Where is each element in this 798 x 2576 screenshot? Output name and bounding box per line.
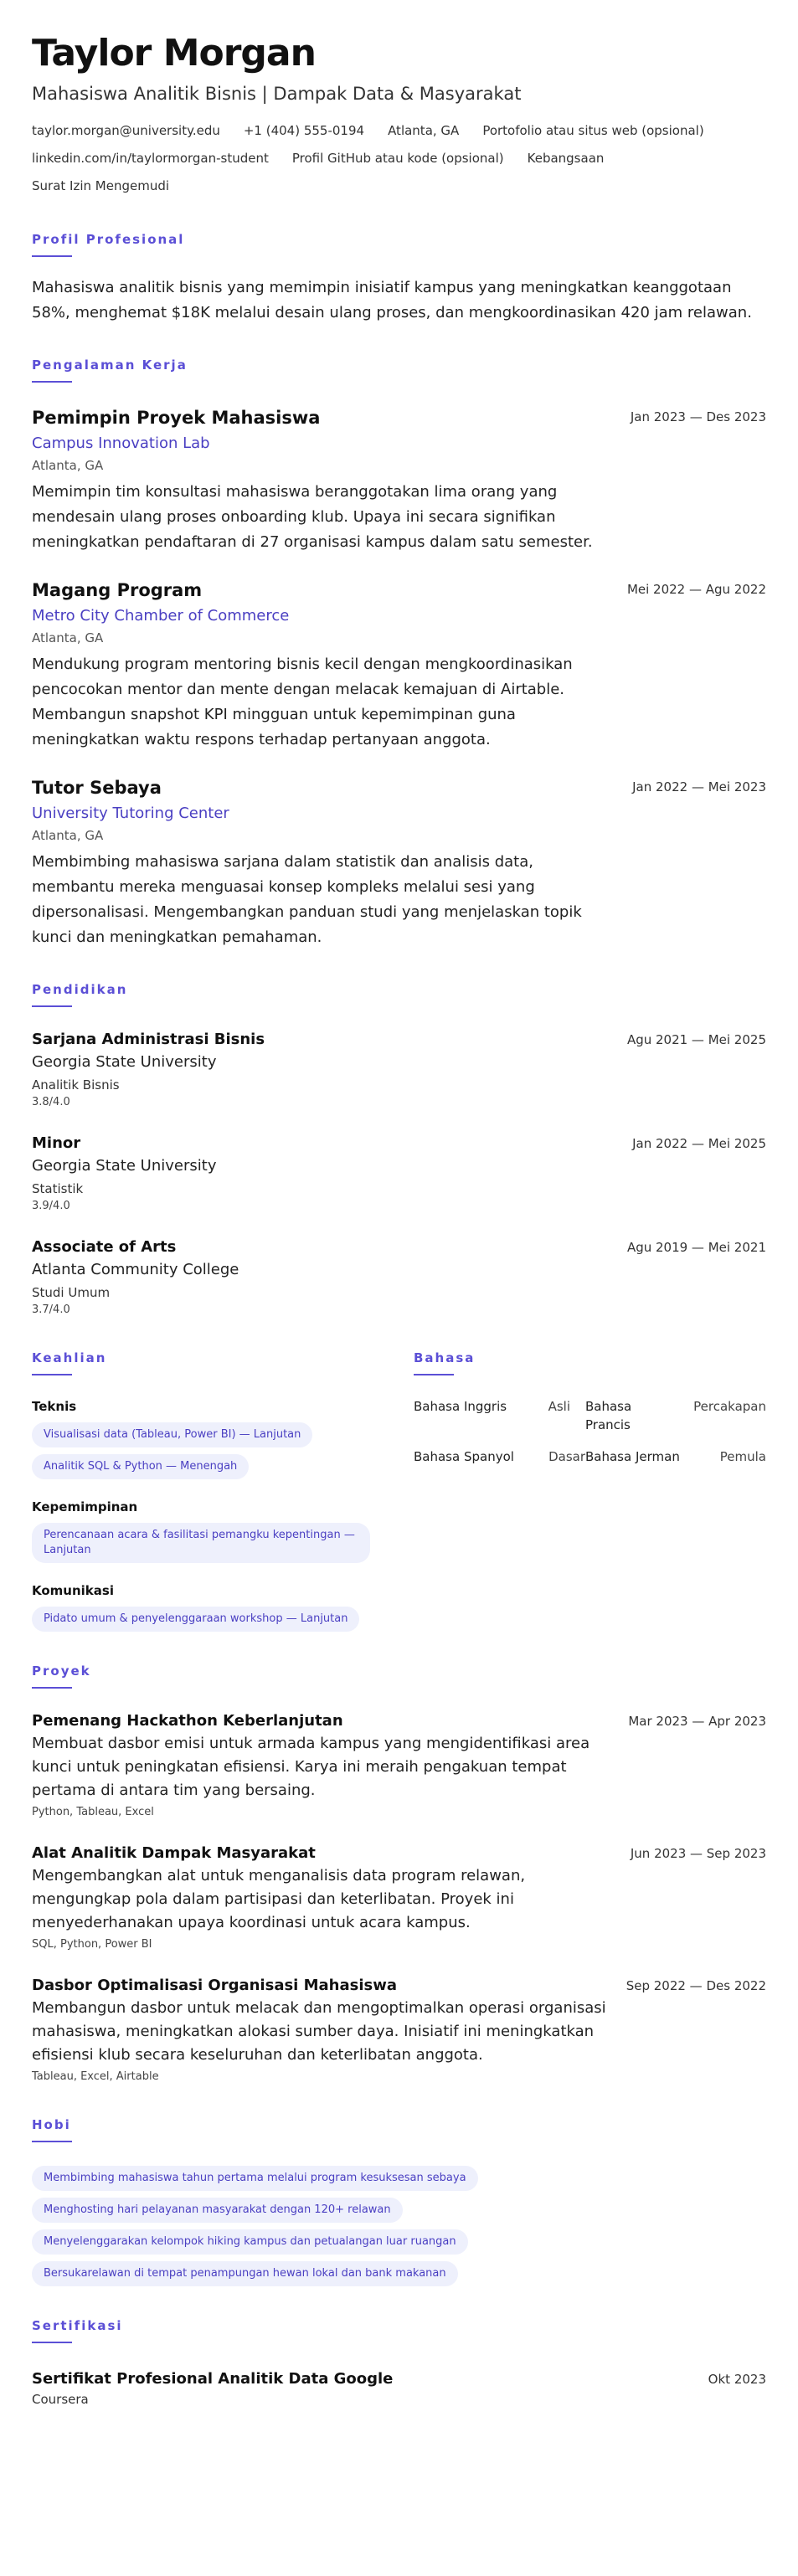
project-item bbox=[32, 1710, 766, 1821]
section-divider bbox=[32, 1374, 72, 1375]
contact-list bbox=[32, 117, 769, 200]
section-title: Hobi bbox=[32, 2117, 71, 2132]
section-divider bbox=[32, 1005, 72, 1007]
skill-pill: Pidato umum & penyelenggaraan workshop — Lanjutan bbox=[32, 1607, 359, 1632]
skill-category: Kepemimpinan bbox=[32, 1499, 138, 1514]
hobby-pill: Membimbing mahasiswa tahun pertama melalui program kesuksesan sebaya bbox=[32, 2166, 478, 2191]
language-item bbox=[414, 1447, 585, 1466]
section-divider bbox=[32, 381, 72, 383]
language-item bbox=[585, 1447, 766, 1466]
project-dates: Mar 2023 — Apr 2023 bbox=[628, 1714, 766, 1729]
language-name: Bahasa Spanyol bbox=[414, 1449, 514, 1464]
hobby-pill: Menghosting hari pelayanan masyarakat dengan 120+ relawan bbox=[32, 2198, 403, 2223]
skill-group bbox=[32, 1397, 414, 1479]
project-item bbox=[32, 1843, 766, 1953]
experience-item bbox=[32, 406, 766, 555]
job-dates: Mei 2022 — Agu 2022 bbox=[626, 582, 766, 597]
resume-header bbox=[32, 32, 766, 200]
experience-section bbox=[32, 356, 766, 950]
section-title: Pendidikan bbox=[32, 982, 128, 997]
section-divider bbox=[32, 2141, 72, 2142]
hobbies-section bbox=[32, 2116, 766, 2286]
skills-section bbox=[32, 1349, 414, 1632]
edu-field: Statistik bbox=[32, 1181, 84, 1196]
edu-school: Georgia State University bbox=[32, 1053, 217, 1071]
project-description: Membangun dasbor untuk melacak dan mengoptimalkan operasi organisasi mahasiswa, meningkatkan alokasi sumber daya. Inisiatif ini meningkatkan efisiensi klub secara keseluruhan dan keterlibatan anggota. bbox=[32, 1999, 606, 2064]
section-divider bbox=[32, 255, 72, 257]
skill-pill: Perencanaan acara & fasilitasi pemangku kepentingan — Lanjutan bbox=[32, 1523, 370, 1563]
edu-dates: Agu 2021 — Mei 2025 bbox=[626, 1032, 766, 1047]
section-title: Sertifikasi bbox=[32, 2318, 123, 2333]
job-location: Atlanta, GA bbox=[32, 458, 104, 473]
skills-languages-row bbox=[32, 1349, 766, 1632]
job-role: Pemimpin Proyek Mahasiswa bbox=[32, 408, 321, 428]
skill-pill: Visualisasi data (Tableau, Power BI) — Lanjutan bbox=[32, 1422, 312, 1447]
section-title: Keahlian bbox=[32, 1350, 107, 1365]
languages-section bbox=[414, 1349, 766, 1632]
edu-field: Analitik Bisnis bbox=[32, 1077, 120, 1093]
project-name: Pemenang Hackathon Keberlanjutan bbox=[32, 1712, 343, 1730]
project-item bbox=[32, 1975, 766, 2085]
edu-dates: Jan 2022 — Mei 2025 bbox=[632, 1136, 766, 1151]
job-role: Magang Program bbox=[32, 580, 203, 600]
section-title: Proyek bbox=[32, 1663, 91, 1679]
language-item bbox=[414, 1397, 585, 1434]
project-dates: Jun 2023 — Sep 2023 bbox=[630, 1846, 766, 1861]
contact-nationality: Kebangsaan bbox=[527, 151, 605, 166]
language-name: Bahasa Inggris bbox=[414, 1399, 507, 1414]
edu-degree: Sarjana Administrasi Bisnis bbox=[32, 1031, 265, 1048]
project-description: Membuat dasbor emisi untuk armada kampus yang mengidentifikasi area kunci untuk peningkatan efisiensi. Karya ini meraih pengakuan tempat pertama di antara tim yang bersaing. bbox=[32, 1735, 590, 1799]
contact-driving-license: Surat Izin Mengemudi bbox=[32, 178, 170, 193]
job-description: Mendukung program mentoring bisnis kecil dengan mengkoordinasikan pencocokan mentor dan mente dengan melacak kemajuan di Airtable. Membangun snapshot KPI mingguan untuk kepemimpinan guna meningkatkan waktu respons terhadap pertanyaan anggota. bbox=[32, 656, 573, 748]
project-name: Alat Analitik Dampak Masyarakat bbox=[32, 1844, 316, 1862]
edu-dates: Agu 2019 — Mei 2021 bbox=[626, 1240, 766, 1255]
project-tech: Tableau, Excel, Airtable bbox=[32, 2070, 159, 2083]
education-item bbox=[32, 1237, 766, 1319]
edu-gpa: 3.9/4.0 bbox=[32, 1200, 70, 1212]
section-title: Pengalaman Kerja bbox=[32, 357, 188, 373]
edu-school: Atlanta Community College bbox=[32, 1261, 239, 1278]
edu-degree: Associate of Arts bbox=[32, 1238, 177, 1256]
language-list bbox=[414, 1397, 766, 1466]
job-location: Atlanta, GA bbox=[32, 630, 104, 645]
job-role: Tutor Sebaya bbox=[32, 778, 162, 798]
section-title: Bahasa bbox=[414, 1350, 476, 1365]
certifications-section bbox=[32, 2316, 766, 2409]
certification-item bbox=[32, 2368, 766, 2409]
section-divider bbox=[32, 2342, 72, 2343]
contact-github[interactable]: Profil GitHub atau kode (opsional) bbox=[291, 151, 504, 166]
edu-gpa: 3.8/4.0 bbox=[32, 1096, 70, 1108]
language-name: Bahasa Prancis bbox=[585, 1399, 632, 1432]
language-level: Percakapan bbox=[693, 1399, 766, 1414]
experience-item bbox=[32, 578, 766, 753]
contact-portfolio[interactable]: Portofolio atau situs web (opsional) bbox=[482, 123, 704, 138]
contact-email[interactable]: taylor.morgan@university.edu bbox=[32, 123, 220, 138]
language-level: Dasar bbox=[548, 1449, 585, 1464]
certification-date: Okt 2023 bbox=[708, 2372, 766, 2387]
edu-field: Studi Umum bbox=[32, 1285, 111, 1300]
skill-category: Teknis bbox=[32, 1399, 77, 1414]
experience-item bbox=[32, 776, 766, 950]
edu-degree: Minor bbox=[32, 1134, 81, 1152]
language-name: Bahasa Jerman bbox=[585, 1449, 680, 1464]
education-section bbox=[32, 980, 766, 1319]
project-tech: SQL, Python, Power BI bbox=[32, 1938, 152, 1951]
section-title: Profil Profesional bbox=[32, 232, 185, 247]
language-level: Asli bbox=[548, 1399, 570, 1414]
skill-group bbox=[32, 1581, 414, 1632]
education-item bbox=[32, 1133, 766, 1215]
skill-pill: Analitik SQL & Python — Menengah bbox=[32, 1454, 249, 1479]
job-dates: Jan 2023 — Des 2023 bbox=[630, 409, 766, 424]
language-item bbox=[585, 1397, 766, 1434]
job-description: Memimpin tim konsultasi mahasiswa beranggotakan lima orang yang mendesain ulang proses onboarding klub. Upaya ini secara signifikan meningkatkan pendaftaran di 27 organisasi kampus dalam satu semester. bbox=[32, 483, 593, 551]
job-location: Atlanta, GA bbox=[32, 828, 104, 843]
edu-gpa: 3.7/4.0 bbox=[32, 1303, 70, 1316]
hobby-pill: Menyelenggarakan kelompok hiking kampus dan petualangan luar ruangan bbox=[32, 2229, 468, 2255]
certification-name: Sertifikat Profesional Analitik Data Google bbox=[32, 2370, 394, 2388]
project-name: Dasbor Optimalisasi Organisasi Mahasiswa bbox=[32, 1977, 398, 1994]
skill-group bbox=[32, 1498, 414, 1563]
job-company: Metro City Chamber of Commerce bbox=[32, 607, 290, 625]
profile-summary: Mahasiswa analitik bisnis yang memimpin inisiatif kampus yang meningkatkan keanggotaan 58%, menghemat $18K melalui desain ulang proses, dan mengkoordinasikan 420 jam relawan. bbox=[32, 279, 752, 321]
projects-section bbox=[32, 1662, 766, 2085]
hobby-pill: Bersukarelawan di tempat penampungan hewan lokal dan bank makanan bbox=[32, 2261, 458, 2286]
education-item bbox=[32, 1029, 766, 1111]
certification-issuer: Coursera bbox=[32, 2392, 89, 2407]
language-level: Pemula bbox=[719, 1449, 766, 1464]
hobby-list bbox=[32, 2159, 766, 2286]
contact-linkedin[interactable]: linkedin.com/in/taylormorgan-student bbox=[32, 151, 269, 166]
project-description: Mengembangkan alat untuk menganalisis data program relawan, mengungkap pola dalam partisipasi dan keterlibatan. Proyek ini menyederhanakan upaya koordinasi untuk acara kampus. bbox=[32, 1867, 526, 1931]
skill-category: Komunikasi bbox=[32, 1583, 114, 1598]
section-divider bbox=[414, 1374, 454, 1375]
contact-location: Atlanta, GA bbox=[388, 123, 460, 138]
profile-section bbox=[32, 230, 766, 326]
headline: Mahasiswa Analitik Bisnis | Dampak Data & Masyarakat bbox=[32, 84, 522, 104]
section-divider bbox=[32, 1687, 72, 1689]
person-name: Taylor Morgan bbox=[32, 32, 316, 75]
job-company: Campus Innovation Lab bbox=[32, 434, 210, 452]
edu-school: Georgia State University bbox=[32, 1157, 217, 1175]
project-dates: Sep 2022 — Des 2022 bbox=[626, 1978, 766, 1993]
job-company: University Tutoring Center bbox=[32, 805, 229, 822]
job-description: Membimbing mahasiswa sarjana dalam statistik dan analisis data, membantu mereka menguasai konsep kompleks melalui sesi yang dipersonalisasi. Mengembangkan panduan studi yang menjelaskan topik kunci dan meningkatkan pemahaman. bbox=[32, 853, 582, 946]
contact-phone[interactable]: +1 (404) 555-0194 bbox=[243, 123, 365, 138]
job-dates: Jan 2022 — Mei 2023 bbox=[632, 779, 766, 794]
project-tech: Python, Tableau, Excel bbox=[32, 1806, 154, 1818]
